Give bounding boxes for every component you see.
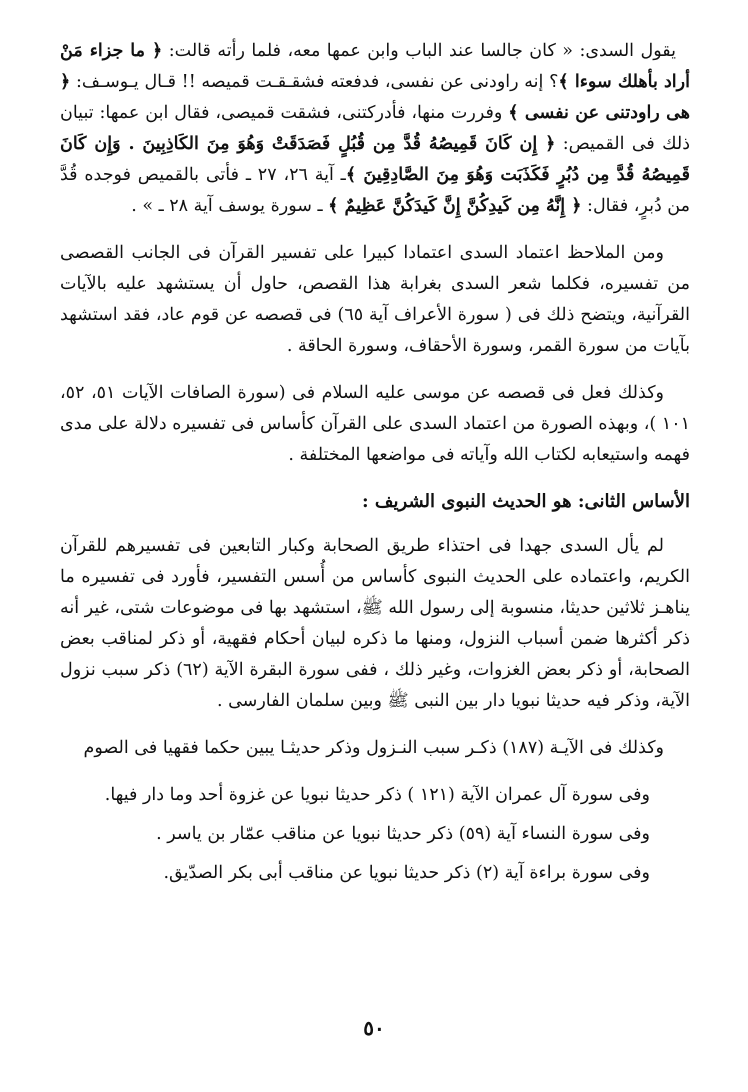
p1-text-4: ـ آية ٢٦، ٢٧ ـ فأتى بالقميص فوجده قُدَّ من دُبرٍ، فقال: [60, 165, 690, 216]
quran-quote-4: ﴿ إِنَّهُ مِن كَيدِكُنَّ إِنَّ كَيدَكُنَّ عَظِيمٌ ﴾ [328, 196, 582, 216]
section-heading: الأساس الثانى: هو الحديث النبوى الشريف : [362, 491, 690, 512]
paragraph-3: وكذلك فعل فى قصصه عن موسى عليه السلام فى (سورة الصافات الآيات ٥١، ٥٢، ١٠١ )، وبهذه الصورة من اعتماد السدى على القرآن كأساس فى تفسيره دلالة على مدى فهمه واستيعابه لكتاب الله وآياته فى مواضعها المختلفة . [60, 383, 690, 465]
p1-text-1: يقول السدى: « كان جالسا عند الباب وابن عمها معه، فلما رأته قالت: [162, 41, 677, 61]
p1-text-5: ـ سورة يوسف آية ٢٨ ـ » . [131, 196, 329, 216]
paragraph-2: ومن الملاحظ اعتماد السدى اعتمادا كبيرا على تفسير القرآن فى الجانب القصصى من تفسيره، فكلما شعر السدى بغرابة هذا القصص، حاول أن يستشهد عليه بالآيات القرآنية، ويتضح ذلك فى ( سورة الأعراف آية ٦٥) فى قصصه عن قوم عاد، فقد استشهد بآيات من سورة القمر، وسورة الأحقاف، وسورة الحاقة . [60, 243, 690, 356]
list-item: وفى سورة آل عمران الآية (١٢١ ) ذكر حديثا نبويا عن غزوة أحد وما دار فيها. [104, 785, 650, 805]
quran-quote-2: ﴿ هى راودتنى عن نفسى ﴾ [60, 72, 690, 123]
paragraph-5: وكذلك فى الآيـة (١٨٧) ذكـر سبب النـزول وذكر حديثـا يبين حكما فقهيا فى الصوم [83, 738, 664, 758]
list-item: وفى سورة براءة آية (٢) ذكر حديثا نبويا عن مناقب أبى بكر الصدّيق. [163, 863, 650, 883]
p1-text-2: ؟ إنه راودنى عن نفسى، فدفعته فشقـقـت قميصه !! قـال يـوسـف: [70, 72, 559, 92]
page-number: ٥٠ [363, 1016, 385, 1040]
p1-text-3: وفررت منها، فأدركتنى، فشقت قميصى، فقال ابن عمها: تبيان ذلك فى القميص: [60, 103, 691, 154]
list-item: وفى سورة النساء آية (٥٩) ذكر حديثا نبويا عن مناقب عمّار بن ياسر . [156, 824, 650, 844]
quran-quote-1: ﴿ ما جزاء مَنْ أراد بأهلك سوءا ﴾ [60, 41, 690, 92]
paragraph-4: لم يأل السدى جهدا فى احتذاء طريق الصحابة وكبار التابعين فى تفسيرهم للقرآن الكريم، واعتماده على الحديث النبوى كأساس من أُسس التفسير، فأورد فى تفسيره ما يناهـز ثلاثين حديثا، منسوبة إلى رسول الله ﷺ، استشهد بها فى موضوعات شتى، غير أنه ذكر أكثرها ضمن أسباب النزول، ومنها ما ذكره لبيان أحكام فقهية، أو ذكر لمناقب بعض الصحابة، أو ذكر بعض الغزوات، وغير ذلك ، ففى سورة البقرة الآية (٦٢) ذكر سبب نزول الآية، وذكر فيه حديثا نبويا دار بين النبى ﷺ وبين سلمان الفارسى . [60, 536, 690, 711]
quran-quote-3: ﴿ إِن كَانَ قَمِيصُهُ قُدَّ مِن قُبُلٍ فَصَدَقَتْ وَهُوَ مِنَ الكَاذِبِينَ . وَإِن كَانَ قَمِيصُهُ قُدَّ مِن دُبُرٍ فَكَذَبَت وَهُوَ مِنَ الصَّادِقِينَ ﴾ [60, 134, 690, 185]
paragraph-1 [60, 36, 690, 222]
